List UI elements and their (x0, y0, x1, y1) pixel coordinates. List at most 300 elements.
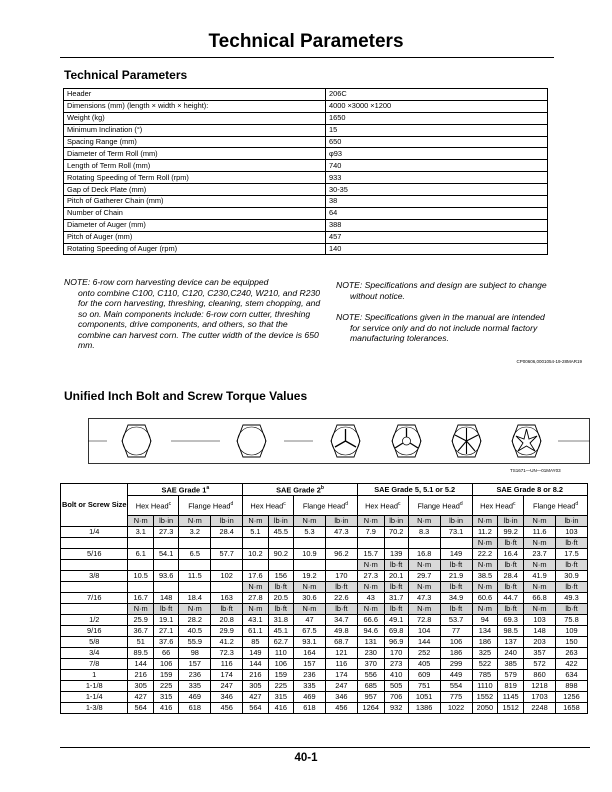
torque-row (61, 615, 588, 626)
torque-value: 148 (153, 593, 178, 604)
parameter-name: Rotating Speeding of Auger (rpm) (64, 243, 326, 255)
torque-row (61, 659, 588, 670)
torque-value: 225 (153, 681, 178, 692)
torque-value: 116 (325, 659, 357, 670)
torque-value: 325 (472, 648, 498, 659)
torque-value: 456 (325, 703, 357, 714)
parameter-name: Gap of Deck Plate (mm) (64, 184, 326, 196)
torque-value: 819 (498, 681, 524, 692)
parameter-name: Diameter of Auger (mm) (64, 219, 326, 231)
parameter-value: 140 (326, 243, 548, 255)
empty-cell (294, 538, 326, 549)
unit-label: lb·ft (325, 582, 357, 593)
torque-value: 96.9 (384, 637, 408, 648)
torque-value: 69.3 (498, 615, 524, 626)
torque-value: 45.5 (268, 527, 293, 538)
torque-value: 469 (179, 692, 211, 703)
torque-value: 564 (128, 703, 153, 714)
torque-value: 70.2 (384, 527, 408, 538)
torque-value: 236 (179, 670, 211, 681)
torque-row (61, 703, 588, 714)
torque-value: 8.3 (408, 527, 440, 538)
torque-value: 96.2 (325, 549, 357, 560)
document-id: CP00606,0001054-19-28MAR19 (516, 359, 582, 364)
torque-value: 2248 (524, 703, 556, 714)
torque-value: 315 (153, 692, 178, 703)
torque-value: 30.9 (555, 571, 587, 582)
section-title-torque: Unified Inch Bolt and Screw Torque Values (64, 389, 308, 403)
torque-value: 27.3 (357, 571, 384, 582)
head-type-label: Flange Head (302, 501, 346, 511)
torque-value: 156 (268, 571, 293, 582)
torque-row (61, 681, 588, 692)
unit-label: N·m (294, 582, 326, 593)
torque-value: 53.7 (440, 615, 472, 626)
unit-label: lb·ft (440, 560, 472, 571)
torque-value: 61.1 (243, 626, 268, 637)
torque-value: 47 (294, 615, 326, 626)
torque-value: 685 (357, 681, 384, 692)
torque-value: 579 (498, 670, 524, 681)
torque-value: 186 (472, 637, 498, 648)
unit-label: N·m (357, 604, 384, 615)
unit-header-row (61, 516, 588, 527)
bolt-size: 3/4 (61, 648, 128, 659)
head-type-label: Hex Head (135, 501, 169, 511)
torque-value: 1658 (555, 703, 587, 714)
footnote-marker: c (397, 501, 401, 508)
empty-cell (440, 538, 472, 549)
torque-value: 40.5 (179, 626, 211, 637)
torque-value: 1022 (440, 703, 472, 714)
torque-value: 134 (472, 626, 498, 637)
torque-value: 273 (384, 659, 408, 670)
torque-value: 618 (179, 703, 211, 714)
unit-change-row (61, 538, 588, 549)
empty-cell (179, 582, 211, 593)
torque-value: 49.3 (555, 593, 587, 604)
parameter-value: 740 (326, 160, 548, 172)
torque-value: 72.3 (211, 648, 243, 659)
grade-header (128, 484, 243, 496)
footnote-marker: b (320, 485, 324, 492)
torque-value: 305 (243, 681, 268, 692)
bolt-grade-1-icon (107, 420, 171, 462)
torque-value: 263 (555, 648, 587, 659)
empty-cell (153, 560, 178, 571)
torque-value: 73.1 (440, 527, 472, 538)
torque-value: 609 (408, 670, 440, 681)
torque-value: 505 (384, 681, 408, 692)
bolt-grade-8-icon (434, 420, 498, 462)
torque-value: 28.4 (211, 527, 243, 538)
torque-value: 144 (408, 637, 440, 648)
note-first-line: NOTE: 6-row corn harvesting device can be equipped (64, 277, 269, 287)
torque-value: 1703 (524, 692, 556, 703)
hex-head-header (128, 496, 179, 516)
torque-row (61, 648, 588, 659)
unit-label: N·m (357, 516, 384, 527)
torque-value: 405 (408, 659, 440, 670)
torque-value: 522 (472, 659, 498, 670)
unit-label: lb·in (440, 516, 472, 527)
torque-value: 149 (440, 549, 472, 560)
torque-value: 69.8 (384, 626, 408, 637)
torque-value: 174 (325, 670, 357, 681)
torque-value: 7.9 (357, 527, 384, 538)
torque-value: 1218 (524, 681, 556, 692)
unit-label: N·m (524, 538, 556, 549)
unit-label: N·m (128, 604, 153, 615)
unit-label: lb·in (498, 516, 524, 527)
parameter-value: 38 (326, 196, 548, 208)
empty-cell (211, 560, 243, 571)
head-type-label: Flange Head (188, 501, 231, 511)
grade-header-row (61, 484, 588, 496)
torque-value: 23.7 (524, 549, 556, 560)
flange-head-header (524, 496, 588, 516)
parameter-value: φ93 (326, 148, 548, 160)
bolt-grade-2-icon (220, 420, 284, 462)
unit-label: lb·in (211, 516, 243, 527)
torque-value: 93.1 (294, 637, 326, 648)
bolt-size: 3/8 (61, 571, 128, 582)
torque-value: 6.5 (179, 549, 211, 560)
parameter-row (64, 219, 548, 231)
empty-cell (294, 560, 326, 571)
unit-label: N·m (524, 560, 556, 571)
unit-label: N·m (179, 604, 211, 615)
size-cell-empty (61, 560, 128, 571)
torque-value: 299 (440, 659, 472, 670)
bolt-grade-5-icon (313, 420, 377, 462)
torque-value: 68.7 (325, 637, 357, 648)
footnote-marker: a (206, 485, 210, 492)
torque-value: 11.2 (472, 527, 498, 538)
torque-row (61, 593, 588, 604)
parameter-row (64, 160, 548, 172)
bolt-grade-8-2-icon (494, 420, 558, 462)
torque-value: 932 (384, 703, 408, 714)
footer-divider (60, 747, 590, 748)
bolt-size: 5/16 (61, 549, 128, 560)
unit-label: N·m (243, 604, 268, 615)
parameter-name: Spacing Range (mm) (64, 136, 326, 148)
bolt-size: 1/4 (61, 527, 128, 538)
torque-value: 94.6 (357, 626, 384, 637)
parameter-row (64, 124, 548, 136)
torque-value: 34.9 (440, 593, 472, 604)
torque-value: 20.5 (268, 593, 293, 604)
parameter-value: 206C (326, 89, 548, 101)
parameters-table (63, 88, 548, 255)
torque-value: 216 (128, 670, 153, 681)
torque-value: 47.3 (325, 527, 357, 538)
unit-label: N·m (243, 516, 268, 527)
parameter-row (64, 184, 548, 196)
torque-value: 110 (268, 648, 293, 659)
torque-value: 41.2 (211, 637, 243, 648)
torque-value: 751 (408, 681, 440, 692)
grade-label: SAE Grade 8 or 8.2 (496, 484, 564, 494)
torque-value: 572 (524, 659, 556, 670)
torque-value: 957 (357, 692, 384, 703)
unit-label: lb·ft (211, 604, 243, 615)
empty-cell (325, 538, 357, 549)
grade-header (243, 484, 358, 496)
torque-value: 149 (243, 648, 268, 659)
empty-cell (243, 560, 268, 571)
parameter-name: Pitch of Gatherer Chain (mm) (64, 196, 326, 208)
torque-value: 22.6 (325, 593, 357, 604)
torque-value: 240 (498, 648, 524, 659)
torque-value: 17.6 (243, 571, 268, 582)
torque-value: 28.2 (179, 615, 211, 626)
torque-value: 43.1 (243, 615, 268, 626)
torque-value: 62.7 (268, 637, 293, 648)
torque-value: 17.5 (555, 549, 587, 560)
unit-label: lb·in (384, 516, 408, 527)
parameter-row (64, 112, 548, 124)
bolt-grade-5-1-icon (374, 420, 438, 462)
torque-value: 335 (294, 681, 326, 692)
unit-label: lb·ft (555, 604, 587, 615)
parameter-name: Dimensions (mm) (length × width × height): (64, 100, 326, 112)
torque-value: 29.9 (211, 626, 243, 637)
torque-value: 3.1 (128, 527, 153, 538)
empty-cell (211, 582, 243, 593)
torque-value: 5.1 (243, 527, 268, 538)
torque-value: 370 (357, 659, 384, 670)
unit-label: lb·in (153, 516, 178, 527)
grade-label: SAE Grade 1 (161, 485, 207, 495)
torque-value: 1552 (472, 692, 498, 703)
torque-value: 2050 (472, 703, 498, 714)
flange-head-header (408, 496, 472, 516)
image-caption: TS1671—UN—01MAY03 (510, 468, 561, 473)
torque-value: 121 (325, 648, 357, 659)
size-column-header: Bolt or Screw Size (61, 484, 128, 527)
torque-value: 216 (243, 670, 268, 681)
torque-value: 252 (408, 648, 440, 659)
torque-value: 98 (179, 648, 211, 659)
unit-label: N·m (294, 604, 326, 615)
unit-label: lb·in (555, 516, 587, 527)
torque-value: 89.5 (128, 648, 153, 659)
torque-value: 315 (268, 692, 293, 703)
torque-value: 1256 (555, 692, 587, 703)
note-specifications-change (336, 280, 586, 301)
empty-cell (128, 560, 153, 571)
empty-cell (268, 560, 293, 571)
torque-value: 564 (243, 703, 268, 714)
torque-value: 1145 (498, 692, 524, 703)
torque-value: 427 (243, 692, 268, 703)
torque-value: 15.7 (357, 549, 384, 560)
torque-value: 49.8 (325, 626, 357, 637)
torque-value: 20.1 (384, 571, 408, 582)
bolt-size: 1 (61, 670, 128, 681)
unit-label: lb·ft (555, 582, 587, 593)
hex-head-header (243, 496, 294, 516)
torque-value: 247 (325, 681, 357, 692)
unit-label: N·m (408, 604, 440, 615)
unit-label: N·m (357, 582, 384, 593)
torque-value: 27.8 (243, 593, 268, 604)
torque-row (61, 637, 588, 648)
torque-value: 38.5 (472, 571, 498, 582)
torque-value: 21.9 (440, 571, 472, 582)
unit-label: lb·ft (440, 604, 472, 615)
bolt-head-markings-illustration (88, 418, 590, 464)
unit-label: N·m (524, 516, 556, 527)
flange-head-header (179, 496, 243, 516)
parameter-name: Diameter of Term Roll (mm) (64, 148, 326, 160)
size-cell-empty (61, 538, 128, 549)
torque-value: 104 (408, 626, 440, 637)
torque-value: 148 (524, 626, 556, 637)
torque-value: 11.6 (524, 527, 556, 538)
torque-value: 10.9 (294, 549, 326, 560)
empty-cell (128, 582, 153, 593)
unit-change-row (61, 604, 588, 615)
unit-label: lb·ft (268, 604, 293, 615)
footnote-marker: c (512, 501, 516, 508)
unit-label: N·m (472, 582, 498, 593)
empty-cell (243, 538, 268, 549)
bolt-size: 1/2 (61, 615, 128, 626)
torque-value: 106 (153, 659, 178, 670)
torque-value: 385 (498, 659, 524, 670)
torque-value: 37.6 (153, 637, 178, 648)
bolt-size: 9/16 (61, 626, 128, 637)
torque-value: 163 (211, 593, 243, 604)
torque-value: 109 (555, 626, 587, 637)
torque-value: 449 (440, 670, 472, 681)
bolt-size: 5/8 (61, 637, 128, 648)
size-cell-empty (61, 604, 128, 615)
torque-value: 170 (325, 571, 357, 582)
empty-cell (128, 538, 153, 549)
torque-value: 106 (268, 659, 293, 670)
note-first-line: NOTE: Specifications given in the manual are intended (336, 312, 545, 322)
parameter-row (64, 207, 548, 219)
torque-value: 30.6 (294, 593, 326, 604)
torque-value: 469 (294, 692, 326, 703)
title-divider (60, 57, 554, 58)
empty-cell (153, 538, 178, 549)
torque-value: 31.7 (384, 593, 408, 604)
torque-value: 94 (472, 615, 498, 626)
parameter-row (64, 100, 548, 112)
torque-value: 186 (440, 648, 472, 659)
torque-value: 422 (555, 659, 587, 670)
torque-value: 137 (498, 637, 524, 648)
bolt-size: 1-1/8 (61, 681, 128, 692)
bolt-size: 1-3/8 (61, 703, 128, 714)
torque-value: 157 (294, 659, 326, 670)
flange-head-header (294, 496, 358, 516)
unit-label: lb·ft (268, 582, 293, 593)
unit-label: lb·ft (384, 560, 408, 571)
parameter-row (64, 196, 548, 208)
parameter-row (64, 136, 548, 148)
torque-value: 164 (294, 648, 326, 659)
unit-label: N·m (408, 560, 440, 571)
bolt-size: 7/8 (61, 659, 128, 670)
unit-label: lb·ft (325, 604, 357, 615)
torque-value: 51 (128, 637, 153, 648)
torque-value: 1512 (498, 703, 524, 714)
unit-label: N·m (524, 604, 556, 615)
torque-value: 416 (153, 703, 178, 714)
torque-row (61, 527, 588, 538)
torque-value: 247 (211, 681, 243, 692)
torque-value: 60.6 (472, 593, 498, 604)
torque-value: 99.2 (498, 527, 524, 538)
unit-label: N·m (524, 582, 556, 593)
torque-value: 27.3 (153, 527, 178, 538)
empty-cell (325, 560, 357, 571)
torque-value: 66.8 (524, 593, 556, 604)
torque-value: 6.1 (128, 549, 153, 560)
unit-label: lb·ft (498, 604, 524, 615)
parameter-row (64, 231, 548, 243)
torque-value: 31.8 (268, 615, 293, 626)
torque-value: 22.2 (472, 549, 498, 560)
torque-value: 54.1 (153, 549, 178, 560)
torque-value: 55.9 (179, 637, 211, 648)
head-type-label: Flange Head (532, 501, 576, 511)
torque-value: 16.4 (498, 549, 524, 560)
footnote-marker: d (230, 501, 234, 508)
unit-label: N·m (472, 560, 498, 571)
torque-value: 43 (357, 593, 384, 604)
torque-value: 18.4 (179, 593, 211, 604)
torque-value: 47.3 (408, 593, 440, 604)
parameter-name: Header (64, 89, 326, 101)
parameter-value: 650 (326, 136, 548, 148)
parameter-row (64, 148, 548, 160)
parameter-value: 30-35 (326, 184, 548, 196)
unit-label: lb·in (268, 516, 293, 527)
parameter-name: Number of Chain (64, 207, 326, 219)
torque-value: 236 (294, 670, 326, 681)
torque-value: 66.6 (357, 615, 384, 626)
torque-value: 25.9 (128, 615, 153, 626)
empty-cell (384, 538, 408, 549)
torque-value: 456 (211, 703, 243, 714)
torque-value: 170 (384, 648, 408, 659)
empty-cell (211, 538, 243, 549)
torque-value: 159 (153, 670, 178, 681)
torque-value: 72.8 (408, 615, 440, 626)
torque-value: 45.1 (268, 626, 293, 637)
unit-label: lb·in (325, 516, 357, 527)
parameter-name: Weight (kg) (64, 112, 326, 124)
torque-value: 305 (128, 681, 153, 692)
torque-row (61, 692, 588, 703)
unit-change-row (61, 582, 588, 593)
torque-value: 90.2 (268, 549, 293, 560)
torque-value: 1051 (408, 692, 440, 703)
torque-value: 103 (524, 615, 556, 626)
unit-label: N·m (243, 582, 268, 593)
unit-label: N·m (128, 516, 153, 527)
unit-label: N·m (472, 604, 498, 615)
parameter-value: 15 (326, 124, 548, 136)
torque-value: 225 (268, 681, 293, 692)
